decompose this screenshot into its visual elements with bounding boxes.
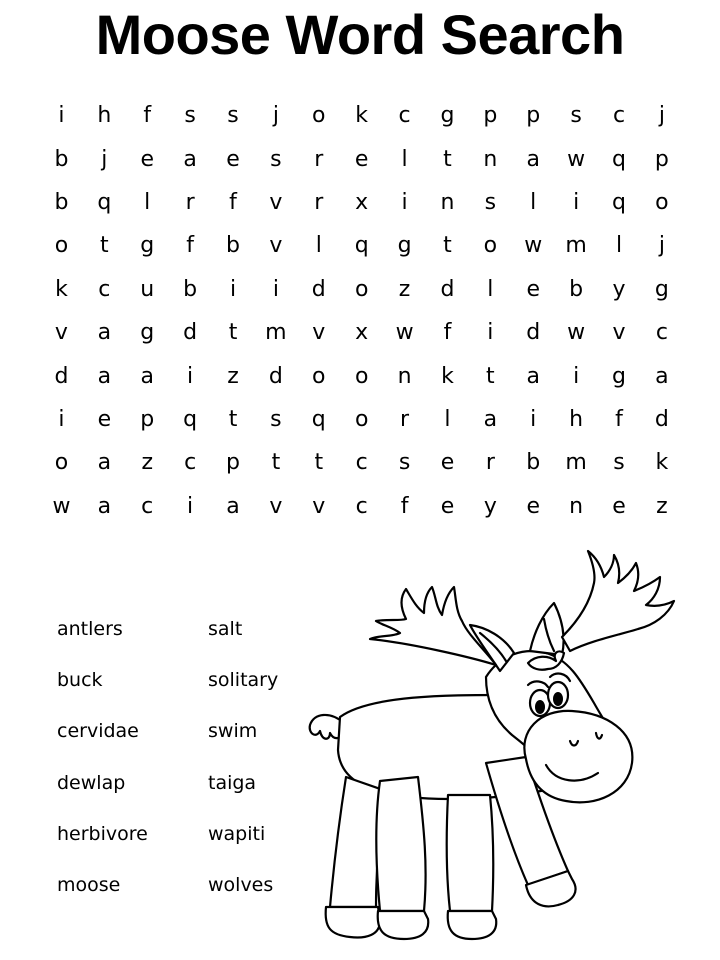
grid-cell[interactable]: c (655, 320, 668, 346)
moose-snout (524, 711, 632, 802)
grid-cell[interactable]: i (487, 320, 494, 346)
grid-cell[interactable]: d (54, 363, 69, 389)
grid-cell[interactable]: h (97, 103, 112, 129)
grid-cell[interactable]: y (612, 276, 626, 302)
grid-cell[interactable]: o (312, 363, 326, 389)
word-list-item: salt (208, 618, 243, 640)
grid-cell[interactable]: b (183, 276, 198, 302)
grid-cell[interactable]: e (612, 493, 626, 519)
grid-cell[interactable]: x (355, 320, 369, 346)
grid-cell[interactable]: n (483, 146, 498, 172)
grid-cell[interactable]: j (658, 233, 665, 259)
word-list-item: cervidae (57, 720, 139, 743)
grid-cell[interactable]: a (226, 493, 240, 519)
grid-cell[interactable]: e (526, 493, 541, 519)
grid-cell[interactable]: m (265, 320, 287, 346)
grid-cell[interactable]: k (55, 276, 68, 302)
grid-cell[interactable]: r (400, 406, 410, 432)
page-title: Moose Word Search (95, 3, 625, 66)
grid-cell[interactable]: a (97, 493, 112, 519)
grid-cell[interactable]: c (141, 493, 154, 519)
moose-hoof-1 (326, 907, 380, 937)
grid-cell[interactable]: b (569, 276, 584, 302)
grid-cell[interactable]: a (655, 363, 669, 389)
moose-hoof-3 (448, 911, 497, 939)
grid-cell[interactable]: d (440, 276, 455, 302)
grid-cell[interactable]: o (354, 276, 369, 302)
grid-cell[interactable]: a (526, 146, 540, 172)
word-list-item: swim (208, 720, 258, 743)
grid-cell[interactable]: o (312, 103, 326, 129)
grid-cell[interactable]: e (226, 146, 240, 172)
grid-cell[interactable]: a (97, 320, 112, 346)
grid-cell[interactable]: m (565, 233, 587, 259)
grid-cell[interactable]: r (485, 450, 495, 476)
grid-cell[interactable]: a (526, 363, 540, 389)
word-list-item: wolves (208, 873, 274, 896)
word-list-item: wapiti (208, 822, 266, 845)
moose-leg-3 (447, 795, 494, 911)
grid-cell[interactable]: v (269, 189, 283, 215)
grid-cell[interactable]: v (269, 493, 283, 519)
grid-cell[interactable]: e (440, 493, 455, 519)
grid-cell[interactable]: l (315, 233, 322, 259)
grid-cell[interactable]: r (314, 146, 324, 172)
grid-cell[interactable]: s (227, 103, 239, 129)
grid-cell[interactable]: a (483, 406, 498, 432)
grid-cell[interactable]: t (228, 320, 238, 346)
moose-antler-right (562, 551, 674, 651)
grid-cell[interactable]: s (270, 406, 282, 432)
grid-cell[interactable]: i (58, 103, 65, 129)
grid-cell[interactable]: a (97, 450, 112, 476)
grid-cell[interactable]: t (100, 233, 109, 259)
grid-cell[interactable]: g (397, 233, 412, 259)
grid-cell[interactable]: b (526, 450, 541, 476)
grid-cell[interactable]: l (530, 189, 537, 215)
word-list-item: solitary (208, 669, 279, 692)
grid-cell[interactable]: g (140, 320, 155, 346)
grid-cell[interactable]: k (355, 103, 369, 129)
word-list-item: buck (57, 669, 103, 692)
grid-cell[interactable]: i (187, 493, 194, 519)
grid-cell[interactable]: g (140, 233, 155, 259)
grid-cell[interactable]: e (354, 146, 369, 172)
grid-cell[interactable]: f (229, 189, 237, 215)
grid-cell[interactable]: s (570, 103, 582, 129)
grid-cell[interactable]: i (573, 189, 580, 215)
grid-cell[interactable]: c (355, 493, 368, 519)
grid-cell[interactable]: e (526, 276, 541, 302)
grid-cell[interactable]: i (272, 276, 279, 302)
grid-cell[interactable]: l (144, 189, 151, 215)
grid-cell[interactable]: c (398, 103, 411, 129)
grid-cell[interactable]: z (656, 493, 668, 519)
grid-cell[interactable]: l (444, 406, 451, 432)
grid-cell[interactable]: o (54, 233, 69, 259)
grid-cell[interactable]: h (569, 406, 584, 432)
grid-cell[interactable]: i (530, 406, 537, 432)
grid-cell[interactable]: q (612, 189, 626, 215)
grid-cell[interactable]: c (184, 450, 197, 476)
grid-cell[interactable]: r (314, 189, 324, 215)
grid-cell[interactable]: k (441, 363, 454, 389)
grid-cell[interactable]: f (400, 493, 409, 519)
grid-cell[interactable]: t (443, 146, 452, 172)
grid-cell[interactable]: l (487, 276, 494, 302)
word-list-column-1 (57, 607, 148, 914)
grid-cell[interactable]: v (312, 493, 326, 519)
grid-cell[interactable]: m (565, 450, 587, 476)
grid-cell[interactable]: o (354, 406, 369, 432)
grid-cell[interactable]: e (140, 146, 154, 172)
grid-cell[interactable]: s (398, 450, 411, 476)
grid-cell[interactable]: f (615, 406, 623, 432)
grid-cell[interactable]: a (97, 363, 112, 389)
grid-cell[interactable]: t (443, 233, 452, 259)
grid-cell[interactable]: p (483, 103, 498, 129)
word-list-item: taiga (208, 771, 257, 794)
grid-cell[interactable]: q (354, 233, 369, 259)
grid-cell[interactable]: i (187, 363, 194, 389)
grid-cell[interactable]: j (101, 146, 108, 172)
grid-cell[interactable]: a (183, 146, 197, 172)
grid-cell[interactable]: e (440, 450, 455, 476)
grid-cell[interactable]: b (54, 146, 69, 172)
grid-cell[interactable]: q (612, 146, 626, 172)
grid-cell[interactable]: j (272, 103, 279, 129)
grid-cell[interactable]: s (270, 146, 282, 172)
grid-cell[interactable]: t (314, 450, 324, 476)
moose-cartoon-icon (300, 545, 700, 955)
grid-cell[interactable]: d (654, 406, 669, 432)
grid-cell[interactable]: q (97, 189, 112, 215)
word-list-item: moose (57, 873, 121, 896)
grid-cell[interactable]: o (54, 450, 69, 476)
grid-cell[interactable]: l (615, 233, 623, 259)
grid-cell[interactable]: w (567, 146, 586, 172)
grid-cell[interactable]: r (185, 189, 195, 215)
grid-cell[interactable]: f (443, 320, 452, 346)
grid-cell[interactable]: q (311, 406, 326, 432)
grid-cell[interactable]: o (655, 189, 669, 215)
grid-cell[interactable]: s (484, 189, 497, 215)
grid-cell[interactable]: v (269, 233, 283, 259)
grid-cell[interactable]: p (654, 146, 669, 172)
grid-cell[interactable]: a (140, 363, 154, 389)
moose-hoof-2 (378, 911, 429, 939)
grid-cell[interactable]: o (483, 233, 498, 259)
grid-cell[interactable]: g (440, 103, 455, 129)
grid-cell[interactable]: z (141, 450, 153, 476)
grid-cell[interactable]: i (573, 363, 580, 389)
grid-cell[interactable]: n (440, 189, 455, 215)
grid-cell[interactable]: v (54, 320, 68, 346)
grid-cell[interactable]: c (98, 276, 111, 302)
grid-cell[interactable]: d (311, 276, 326, 302)
grid-cell[interactable]: w (52, 493, 71, 519)
grid-cell[interactable]: f (143, 103, 152, 129)
word-list-item: antlers (57, 618, 123, 640)
grid-cell[interactable]: t (271, 450, 281, 476)
grid-cell[interactable]: o (354, 363, 369, 389)
grid-cell[interactable]: l (401, 146, 408, 172)
grid-cell[interactable]: t (228, 406, 238, 432)
grid-cell[interactable]: b (226, 233, 240, 259)
grid-cell[interactable]: d (268, 363, 283, 389)
word-list-item: herbivore (57, 822, 148, 845)
grid-cell[interactable]: i (229, 276, 237, 302)
grid-cell[interactable]: x (355, 189, 369, 215)
grid-cell[interactable]: z (227, 363, 239, 389)
moose-leg-2 (376, 777, 425, 911)
grid-cell[interactable]: w (524, 233, 543, 259)
grid-cell[interactable]: p (226, 450, 240, 476)
grid-cell[interactable]: q (183, 406, 198, 432)
grid-cell[interactable]: w (395, 320, 414, 346)
grid-cell[interactable]: i (401, 189, 408, 215)
grid-cell[interactable]: i (58, 406, 65, 432)
word-list-column-2 (208, 607, 278, 914)
word-list-item: dewlap (57, 771, 126, 794)
grid-cell[interactable]: y (483, 493, 497, 519)
grid-cell[interactable]: v (612, 320, 626, 346)
grid-cell[interactable]: c (355, 450, 368, 476)
grid-cell[interactable]: v (312, 320, 326, 346)
grid-cell[interactable]: e (97, 406, 112, 432)
grid-cell[interactable]: p (526, 103, 541, 129)
grid-cell[interactable]: c (612, 103, 626, 129)
grid-cell[interactable]: p (140, 406, 155, 432)
grid-cell[interactable]: s (184, 103, 196, 129)
grid-cell[interactable]: d (183, 320, 198, 346)
grid-cell[interactable]: j (658, 103, 665, 129)
grid-cell[interactable]: d (526, 320, 541, 346)
grid-cell[interactable]: w (567, 320, 586, 346)
grid-cell[interactable]: s (613, 450, 625, 476)
grid-cell[interactable]: n (397, 363, 412, 389)
grid-cell[interactable]: f (186, 233, 194, 259)
grid-cell[interactable]: t (486, 363, 495, 389)
grid-cell[interactable]: g (654, 276, 669, 302)
grid-cell[interactable]: b (54, 189, 69, 215)
letter-grid[interactable] (40, 94, 680, 528)
grid-cell[interactable]: k (655, 450, 669, 476)
grid-cell[interactable]: g (612, 363, 626, 389)
grid-cell[interactable]: z (398, 276, 411, 302)
grid-cell[interactable]: n (569, 493, 584, 519)
grid-cell[interactable]: u (140, 276, 155, 302)
